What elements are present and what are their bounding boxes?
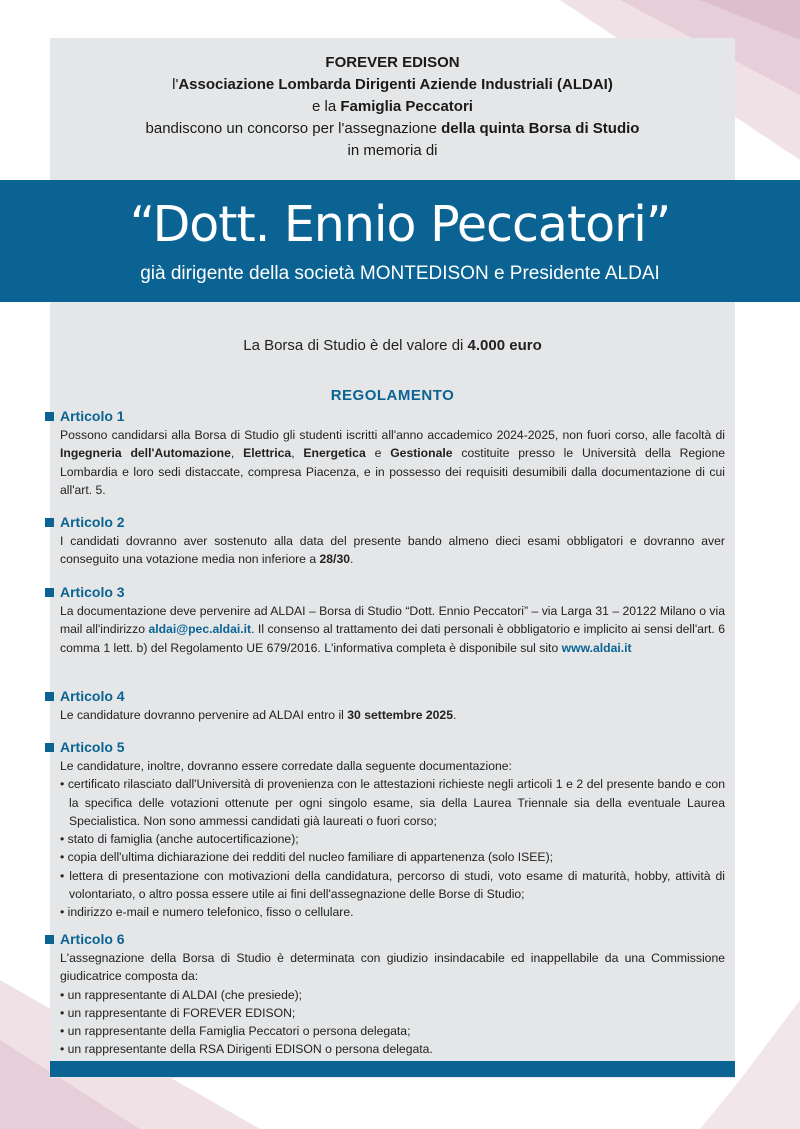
list-item: • indirizzo e-mail e numero telefonico, fisso o cellulare. [60,905,354,920]
in-memoria-text: in memoria di [347,142,438,159]
list-item: • stato di famiglia (anche autocertificazione); [60,832,299,847]
list-item: • un rappresentante della Famiglia Peccatori o persona delegata; [60,1024,411,1039]
text-span: costituite presso le Università della Regione Lombardia e loro sedi distaccate, compresa Piacenza, e in possesso dei requisiti desumibili dalla documentazione di cui all'art. 5. [60,446,725,497]
text-span: . [350,552,354,567]
footer-bar [50,1061,735,1077]
article-intro: L'assegnazione della Borsa di Studio è determinata con giudizio insindacabile ed inappellabile da una Commissione giudicatrice composta da: [60,951,725,984]
article-title: Articolo 3 [60,584,125,600]
text-span: . Il consenso al trattamento dei dati personali è obbligatorio e implicito ai sensi dell'art. 6 comma 1 lett. b) del Regolamento UE 679/2016. L'informativa completa è disponibile sul sito [60,622,725,655]
website-link[interactable]: www.aldai.it [561,640,632,655]
list-item: • certificato rilasciato dall'Università di provenienza con le attestazioni richieste negli articoli 1 e 2 del presente bando e con la specifica delle votazioni ottenute per ogni singolo esame, sia della Laurea Triennale sia della eventuale Laurea Specialistica. Non sono ammessi candidati già laureati o fuori corso; [60,777,725,828]
text-span: Le candidature dovranno pervenire ad ALDAI entro il [60,708,348,722]
prize-value [50,337,735,354]
prize-amount: 4.000 euro [467,337,542,354]
square-bullet-icon [45,588,54,597]
text-span: e [365,446,391,461]
title-banner [0,180,800,302]
article-2 [45,512,725,569]
regolamento-heading: REGOLAMENTO [330,387,455,404]
article-title: Articolo 5 [60,739,125,755]
article-title: Articolo 6 [60,931,125,947]
deadline-date: 30 settembre 2025 [347,708,453,722]
min-grade: 28/30 [319,552,350,567]
list-item: • copia dell'ultima dichiarazione dei redditi del nucleo familiare di appartenenza (solo ISEE); [60,850,554,865]
article-intro: Le candidature, inoltre, dovranno essere corredate dalla seguente documentazione: [60,759,512,773]
article-title: Articolo 4 [60,688,125,704]
article-body [60,757,725,922]
list-item: • un rappresentante di FOREVER EDISON; [60,1005,296,1020]
square-bullet-icon [45,412,54,421]
text-span: La documentazione deve pervenire ad ALDAI – Borsa di Studio “Dott. Ennio Peccatori” – via Larga 31 – 20122 Milano o via mail all'indirizzo [60,604,725,637]
header-line2-prefix: l' [172,76,179,93]
list-item: • un rappresentante della RSA Dirigenti EDISON o persona delegata. [60,1042,433,1057]
square-bullet-icon [45,518,54,527]
page-title: “Dott. Ennio Peccatori” [129,196,671,253]
article-5 [45,737,725,922]
article-body [60,949,725,1059]
text-span: Possono candidarsi alla Borsa di Studio gli studenti iscritti all'anno accademico 2024-2025, non fuori corso, alle facoltà di [60,428,725,442]
article-title: Articolo 1 [60,408,125,424]
article-body [60,602,725,657]
article-body [60,706,725,724]
faculty-energetica: Energetica [303,446,366,461]
list-item: • un rappresentante di ALDAI (che presiede); [60,987,303,1002]
article-1 [45,406,725,499]
prize-text: La Borsa di Studio è del valore di [243,337,468,354]
header-line4-prefix: bandiscono un concorso per l'assegnazione [145,120,442,137]
article-3 [45,582,725,657]
square-bullet-icon [45,935,54,944]
article-4 [45,686,725,724]
square-bullet-icon [45,743,54,752]
scholarship-edition: della quinta Borsa di Studio [441,120,640,137]
article-title: Articolo 2 [60,514,125,530]
text-span: I candidati dovranno aver sostenuto alla data del presente bando almeno dieci esami obbligatori e dovranno aver conseguito una votazione media non inferiore a [60,534,725,567]
article-body [60,532,725,569]
page-subtitle: già dirigente della società MONTEDISON e Presidente ALDAI [140,263,660,284]
organizer-famiglia: Famiglia Peccatori [340,98,473,115]
square-bullet-icon [45,692,54,701]
text-span: . [452,708,457,722]
organizer-aldai: Associazione Lombarda Dirigenti Aziende Industriali (ALDAI) [178,76,613,93]
email-link[interactable]: aldai@pec.aldai.it [148,622,252,637]
article-6 [45,929,725,1059]
article-body [60,426,725,499]
faculty-automazione: Ingegneria dell'Automazione [60,446,231,461]
text-span: , [230,446,244,461]
faculty-elettrica: Elettrica [243,446,292,461]
header-block [50,52,735,162]
list-item: • lettera di presentazione con motivazioni della candidatura, percorso di studi, voto esame di maturità, hobby, attività di volontariato, o altro possa essere utile ai fini dell'assegnazione delle Borse di Studio; [60,868,725,902]
organizer-forever-edison: FOREVER EDISON [325,54,460,71]
text-span: , [291,446,304,461]
faculty-gestionale: Gestionale [390,446,453,461]
header-line3-prefix: e la [312,98,341,115]
